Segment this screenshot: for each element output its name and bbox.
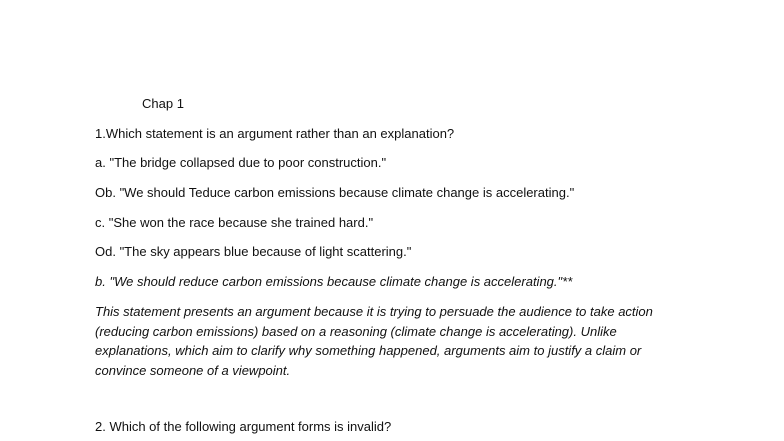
answer-explanation: This statement presents an argument because it is trying to persuade the audience to take action (reducing carbon emissions) based on a reasoning (climate change is accelerating). Unlike explanations, which aim to clarify why something happened, arguments aim to justify a claim or convince someone of a viewpoint.: [95, 304, 653, 378]
question-1: 1.Which statement is an argument rather than an explanation?: [95, 126, 455, 141]
question-2: 2. Which of the following argument forms is invalid?: [95, 419, 392, 434]
chapter-heading: Chap 1: [142, 96, 184, 111]
option-c: c. "She won the race because she trained hard.": [95, 215, 374, 230]
option-d: Od. "The sky appears blue because of light scattering.": [95, 244, 412, 259]
answer-line: b. "We should reduce carbon emissions because climate change is accelerating."**: [95, 274, 573, 289]
option-a: a. "The bridge collapsed due to poor construction.": [95, 155, 387, 170]
option-b: Ob. "We should Teduce carbon emissions because climate change is accelerating.": [95, 185, 575, 200]
